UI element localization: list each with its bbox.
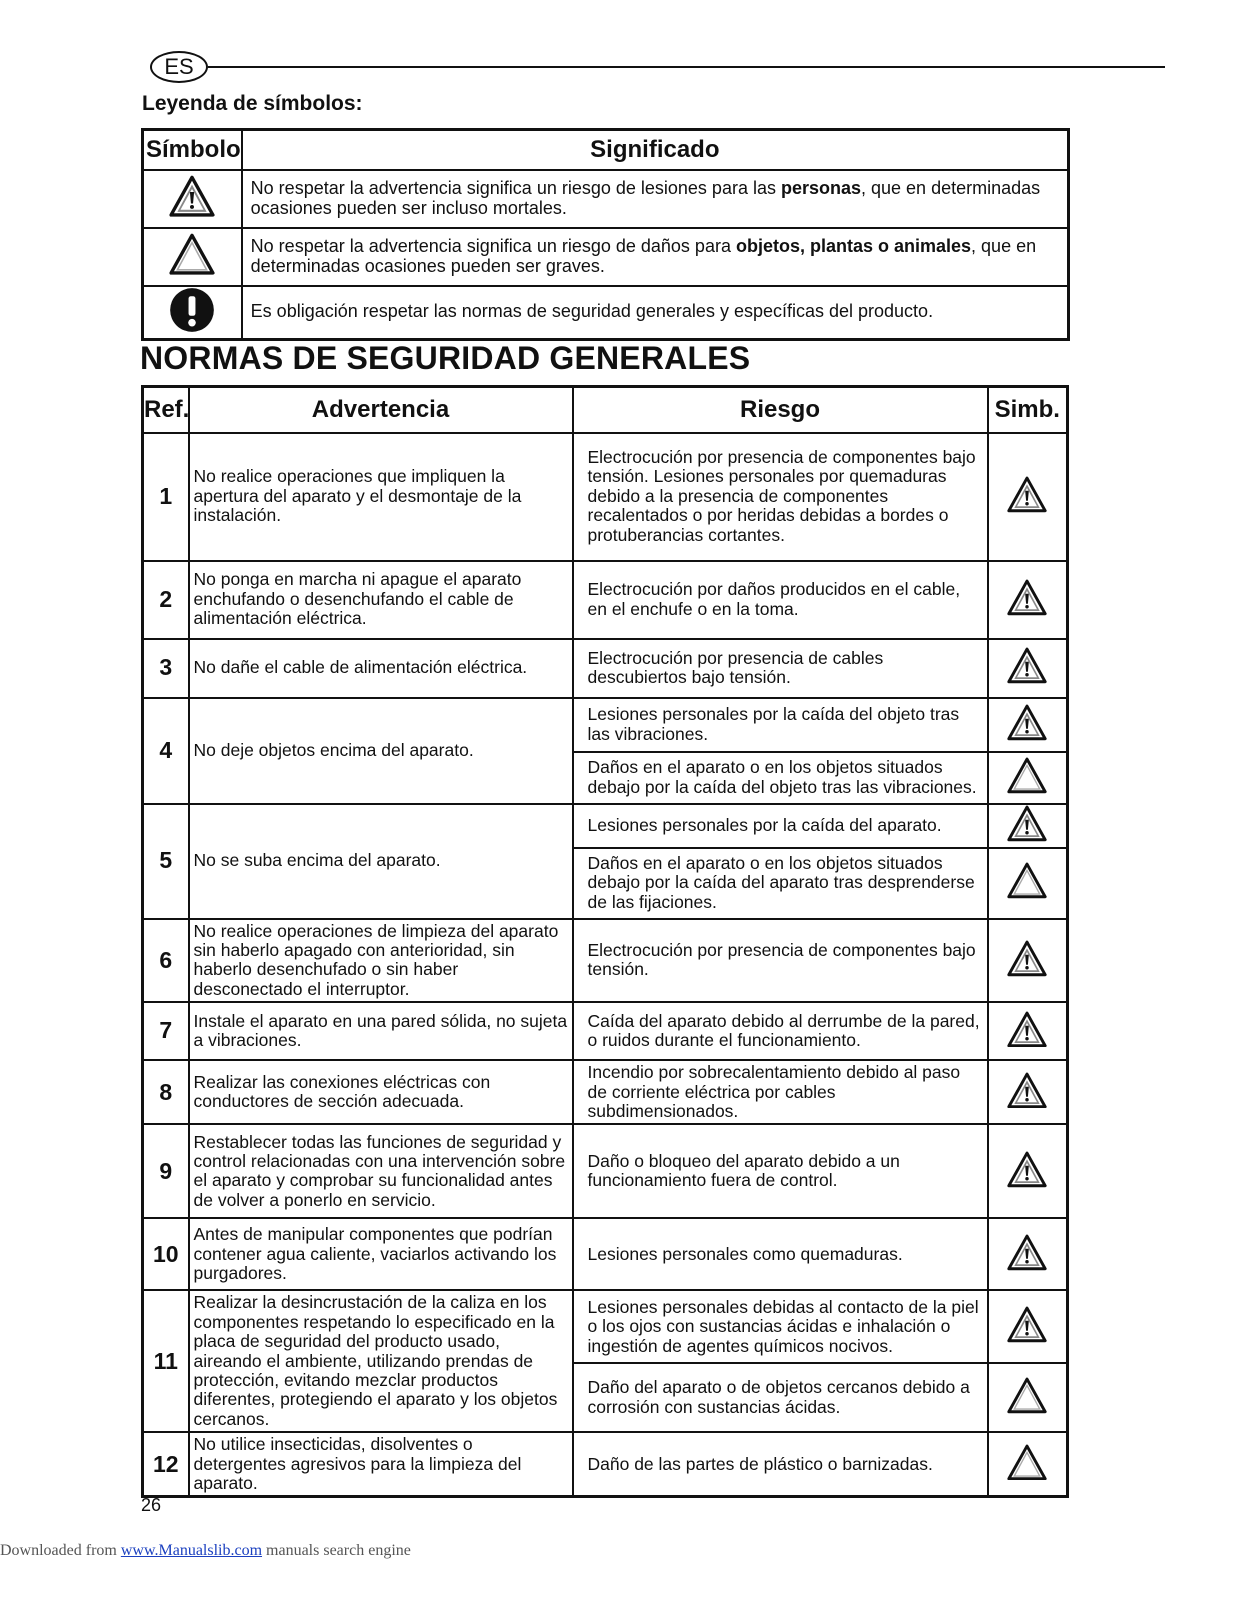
safety-row <box>143 1290 1068 1363</box>
symbol-cell <box>988 1432 1068 1497</box>
header-rule <box>208 66 1165 68</box>
legend-meaning-text: No respetar la advertencia significa un riesgo de daños para <box>250 235 736 256</box>
warning-text: No dañe el cable de alimentación eléctrica. <box>189 639 573 698</box>
ref-number: 11 <box>143 1290 189 1432</box>
warning-triangle-outline-icon <box>1007 1377 1047 1418</box>
legend-symbol-cell <box>143 170 242 228</box>
warning-text: Antes de manipular componentes que podrían contener agua caliente, vaciarlos activando los purgadores. <box>189 1218 573 1290</box>
ref-number: 2 <box>143 561 189 639</box>
page-number: 26 <box>141 1495 162 1515</box>
symbol-cell <box>988 433 1068 561</box>
symbol-cell <box>988 1363 1068 1432</box>
section-title: NORMAS DE SEGURIDAD GENERALES <box>140 340 751 376</box>
ref-number: 3 <box>143 639 189 698</box>
symbol-cell <box>988 639 1068 698</box>
risk-text: Electrocución por daños producidos en el cable, en el enchufe o en la toma. <box>573 561 988 639</box>
language-badge: ES <box>150 51 208 83</box>
legend-header-symbol: Símbolo <box>143 130 242 170</box>
safety-row <box>143 561 1068 639</box>
warning-triangle-filled-icon <box>1007 805 1047 846</box>
legend-meaning-emphasis: personas <box>780 177 862 198</box>
safety-row <box>143 433 1068 561</box>
warning-text: No utilice insecticidas, disolventes o detergentes agresivos para la limpieza del aparato. <box>189 1432 573 1497</box>
mandatory-circle-icon <box>169 287 215 338</box>
safety-row <box>143 698 1068 752</box>
legend-symbol-cell <box>143 286 242 340</box>
warning-text: No realice operaciones que impliquen la apertura del aparato y el desmontaje de la instalación. <box>189 433 573 561</box>
legend-meaning-cell <box>242 228 1069 286</box>
risk-text: Daños en el aparato o en los objetos situados debajo por la caída del aparato tras desprenderse de las fijaciones. <box>573 848 988 919</box>
symbol-cell <box>988 752 1068 804</box>
risk-text: Daño de las partes de plástico o barnizadas. <box>573 1432 988 1497</box>
warning-text: No realice operaciones de limpieza del aparato sin haberlo apagado con anterioridad, sin haberlo desenchufado o sin haber desconectado el interruptor. <box>189 919 573 1003</box>
ref-number: 8 <box>143 1060 189 1124</box>
warning-triangle-filled-icon <box>1007 940 1047 981</box>
warning-triangle-filled-icon <box>1007 704 1047 745</box>
ref-number: 4 <box>143 698 189 804</box>
ref-number: 12 <box>143 1432 189 1497</box>
symbol-cell <box>988 1290 1068 1363</box>
risk-text: Caída del aparato debido al derrumbe de la pared, o ruidos durante el funcionamiento. <box>573 1002 988 1060</box>
symbol-cell <box>988 1124 1068 1218</box>
legend-row <box>143 228 1069 286</box>
warning-text: No se suba encima del aparato. <box>189 804 573 919</box>
symbol-cell <box>988 919 1068 1003</box>
safety-rules-table <box>141 385 1069 1498</box>
warning-text: Restablecer todas las funciones de seguridad y control relacionadas con una intervención sobre el aparato y comprobar su funcionalidad antes de volver a ponerlo en servicio. <box>189 1124 573 1218</box>
safety-row <box>143 639 1068 698</box>
warning-triangle-outline-icon <box>1007 862 1047 903</box>
risk-text: Lesiones personales por la caída del objeto tras las vibraciones. <box>573 698 988 752</box>
ref-number: 1 <box>143 433 189 561</box>
legend-meaning-text-end: , que en determinadas ocasiones pueden ser graves. <box>250 235 1037 276</box>
risk-text: Lesiones personales como quemaduras. <box>573 1218 988 1290</box>
safety-row <box>143 1002 1068 1060</box>
risk-text: Electrocución por presencia de componentes bajo tensión. Lesiones personales por quemaduras debido a la presencia de componentes recalentados o por heridas debidas a bordes o protuberancias cortantes. <box>573 433 988 561</box>
ref-number: 9 <box>143 1124 189 1218</box>
legend-meaning-text: No respetar la advertencia significa un riesgo de lesiones para las <box>250 177 781 198</box>
legend-meaning-cell <box>242 170 1069 228</box>
symbol-cell <box>988 1002 1068 1060</box>
footer <box>0 1542 411 1560</box>
warning-triangle-outline-icon <box>169 233 215 280</box>
warning-triangle-filled-icon <box>1007 1151 1047 1192</box>
legend-meaning-cell <box>242 286 1069 340</box>
legend-meaning-text: Es obligación respetar las normas de seguridad generales y específicas del producto. <box>250 301 934 321</box>
warning-triangle-filled-icon <box>1007 1011 1047 1052</box>
ref-number: 5 <box>143 804 189 919</box>
manualslib-link[interactable]: www.Manualslib.com <box>120 1542 263 1559</box>
ref-number: 7 <box>143 1002 189 1060</box>
warning-text: Realizar las conexiones eléctricas con conductores de sección adecuada. <box>189 1060 573 1124</box>
ref-number: 10 <box>143 1218 189 1290</box>
header-ref: Ref. <box>143 387 189 433</box>
legend-row <box>143 286 1069 340</box>
footer-suffix: manuals search engine <box>262 1542 411 1559</box>
risk-text: Incendio por sobrecalentamiento debido al paso de corriente eléctrica por cables subdimensionados. <box>573 1060 988 1124</box>
warning-triangle-filled-icon <box>169 175 215 222</box>
safety-row <box>143 1124 1068 1218</box>
symbol-cell <box>988 1218 1068 1290</box>
warning-text: No deje objetos encima del aparato. <box>189 698 573 804</box>
safety-row <box>143 1060 1068 1124</box>
warning-text: Realizar la desincrustación de la caliza en los componentes respetando lo especificado en la placa de seguridad del producto usado, aireando el ambiente, utilizando prendas de protección, evitando mezclar productos diferentes, protegiendo el aparato y los objetos cercanos. <box>189 1290 573 1432</box>
legend-meaning-emphasis: objetos, plantas o animales <box>735 235 972 256</box>
header-risk: Riesgo <box>573 387 988 433</box>
legend-header-meaning: Significado <box>242 130 1069 170</box>
warning-triangle-outline-icon <box>1007 757 1047 798</box>
legend-meaning-text-end: , que en determinadas ocasiones pueden ser incluso mortales. <box>250 177 1041 218</box>
warning-triangle-outline-icon <box>1007 1444 1047 1485</box>
legend-title: Leyenda de símbolos: <box>142 92 363 115</box>
risk-text: Daño del aparato o de objetos cercanos debido a corrosión con sustancias ácidas. <box>573 1363 988 1432</box>
symbol-cell <box>988 848 1068 919</box>
warning-triangle-filled-icon <box>1007 579 1047 620</box>
warning-triangle-filled-icon <box>1007 1306 1047 1347</box>
legend-row <box>143 170 1069 228</box>
safety-row <box>143 1218 1068 1290</box>
warning-triangle-filled-icon <box>1007 476 1047 517</box>
risk-text: Electrocución por presencia de cables descubiertos bajo tensión. <box>573 639 988 698</box>
warning-text: No ponga en marcha ni apague el aparato enchufando o desenchufando el cable de alimentación eléctrica. <box>189 561 573 639</box>
warning-text: Instale el aparato en una pared sólida, no sujeta a vibraciones. <box>189 1002 573 1060</box>
symbol-cell <box>988 561 1068 639</box>
symbol-cell <box>988 698 1068 752</box>
risk-text: Daño o bloqueo del aparato debido a un funcionamiento fuera de control. <box>573 1124 988 1218</box>
risk-text: Lesiones personales debidas al contacto de la piel o los ojos con sustancias ácidas e inhalación o ingestión de agentes químicos nocivos. <box>573 1290 988 1363</box>
symbol-cell <box>988 804 1068 848</box>
risk-text: Daños en el aparato o en los objetos situados debajo por la caída del objeto tras las vibraciones. <box>573 752 988 804</box>
legend-symbol-cell <box>143 228 242 286</box>
warning-triangle-filled-icon <box>1007 1072 1047 1113</box>
header-symbol: Simb. <box>988 387 1068 433</box>
risk-text: Lesiones personales por la caída del aparato. <box>573 804 988 848</box>
warning-triangle-filled-icon <box>1007 647 1047 688</box>
ref-number: 6 <box>143 919 189 1003</box>
risk-text: Electrocución por presencia de componentes bajo tensión. <box>573 919 988 1003</box>
symbol-cell <box>988 1060 1068 1124</box>
footer-prefix: Downloaded from <box>0 1542 121 1559</box>
safety-row <box>143 1432 1068 1497</box>
header-warning: Advertencia <box>189 387 573 433</box>
safety-row <box>143 804 1068 848</box>
safety-row <box>143 919 1068 1003</box>
symbol-legend-table <box>141 128 1070 341</box>
warning-triangle-filled-icon <box>1007 1234 1047 1275</box>
